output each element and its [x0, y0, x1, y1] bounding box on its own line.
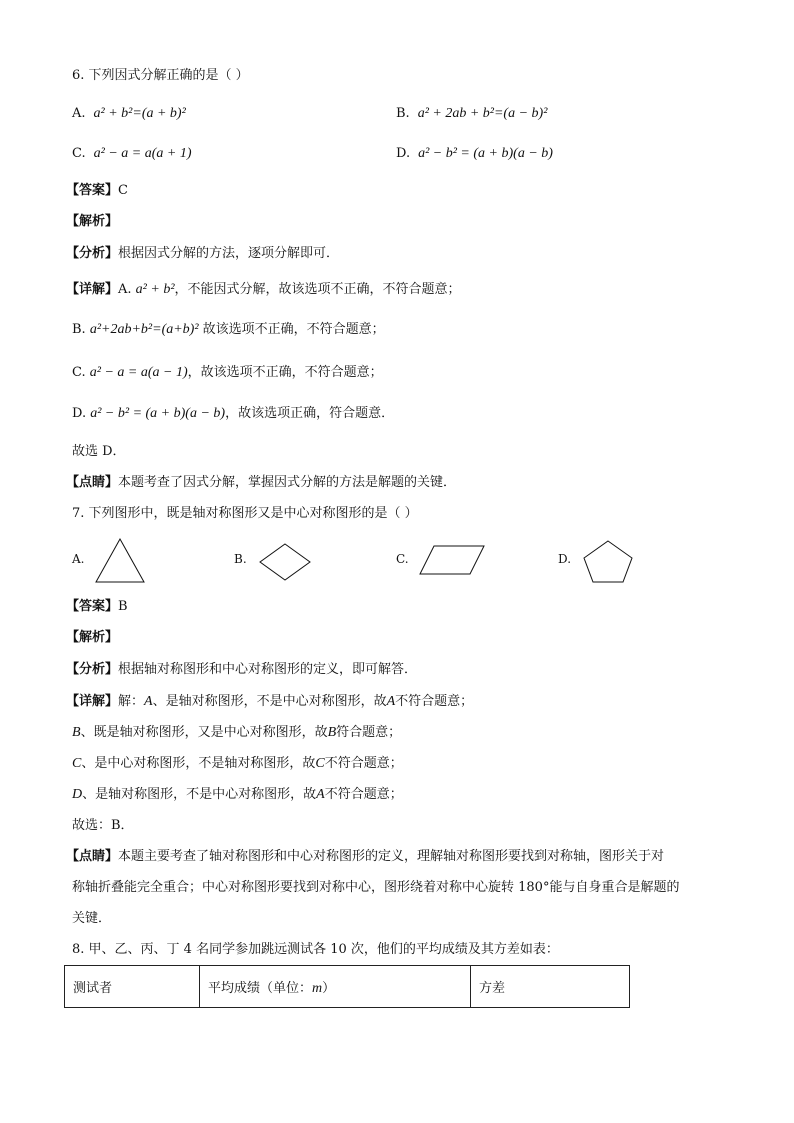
- q6-detail-a: [66, 280, 461, 300]
- fenxi-tag: 【分析】: [66, 246, 119, 261]
- option-expression: a² + 2ab + b²=(a − b)²: [417, 106, 548, 121]
- xiangjie-tag: 【详解】: [66, 694, 119, 709]
- q6-option-a: [72, 104, 186, 124]
- fenxi-text: 根据轴对称图形和中心对称图形的定义，即可解答．: [118, 662, 418, 677]
- option-label: B.: [234, 552, 247, 566]
- detail-end: 不符合题意；: [395, 694, 474, 709]
- detail-var: C: [315, 756, 325, 771]
- detail-end: 符合题意；: [336, 725, 402, 740]
- q6-detail-b: [72, 320, 385, 340]
- pentagon-shape: [580, 536, 640, 586]
- option-expression: a² − b² = (a + b)(a − b): [418, 146, 553, 161]
- rhombus-shape: [256, 536, 316, 586]
- detail-intro: 解：: [118, 694, 145, 709]
- q7-detail-a: [66, 692, 473, 712]
- option-label: D.: [558, 552, 572, 566]
- detail-var: B: [327, 725, 337, 740]
- detail-prefix: C.: [72, 365, 90, 380]
- q6-dianjing: [66, 473, 456, 493]
- detail-prefix: A.: [118, 282, 136, 297]
- triangle-shape: [94, 536, 154, 586]
- option-label: C.: [72, 146, 86, 161]
- q6-answer: [66, 181, 128, 201]
- q7-detail-b: [72, 723, 401, 743]
- detail-var: C: [72, 756, 82, 771]
- xiangjie-tag: 【详解】: [66, 282, 119, 297]
- q6-stem: 6. 下列因式分解正确的是（ ）: [72, 68, 249, 83]
- q7-option-a: [72, 536, 162, 586]
- q8-stem: 8. 甲、乙、丙、丁 4 名同学参加跳远测试各 10 次，他们的平均成绩及其方差如表：: [72, 942, 559, 957]
- dianjing-text: 本题主要考查了轴对称图形和中心对称图形的定义，理解轴对称图形要找到对称轴，图形关于对: [118, 849, 665, 864]
- detail-text: 、是中心对称图形，不是轴对称图形，故: [81, 756, 316, 771]
- q7-analysis-heading: [66, 628, 118, 648]
- detail-math: a²+2ab+b²=(a+b)²: [89, 322, 199, 337]
- header-unit: m: [312, 980, 323, 996]
- detail-var: A: [316, 787, 325, 802]
- option-label: A.: [72, 552, 85, 566]
- detail-var: D: [72, 787, 83, 802]
- answer-value: C: [118, 183, 128, 198]
- q6-option-b: [396, 104, 547, 124]
- q6-option-c: [72, 144, 192, 164]
- fenxi-tag: 【分析】: [66, 662, 119, 677]
- q6-choose: 故选 D．: [72, 444, 126, 459]
- table-header-cell: 方差: [471, 966, 630, 1008]
- header-text-end: ）: [322, 980, 336, 996]
- detail-text: 、既是轴对称图形，又是中心对称图形，故: [80, 725, 328, 740]
- table-header-cell: 测试者: [65, 966, 200, 1008]
- option-label: C.: [396, 552, 409, 566]
- answer-value: B: [118, 599, 128, 614]
- option-label: B.: [396, 106, 410, 121]
- table-row: [65, 966, 630, 1008]
- detail-text: 故该选项不正确，不符合题意；: [198, 322, 385, 337]
- q7-stem: 7. 下列图形中，既是轴对称图形又是中心对称图形的是（ ）: [72, 506, 418, 521]
- q7-option-d: [558, 536, 658, 586]
- option-expression: a² − a = a(a + 1): [93, 146, 192, 161]
- detail-end: 不符合题意；: [324, 787, 403, 802]
- dianjing-tag: 【点睛】: [66, 849, 119, 864]
- dianjing-text: 本题考查了因式分解，掌握因式分解的方法是解题的关键．: [118, 475, 457, 490]
- q7-dianjing-1: [66, 847, 664, 867]
- q6-detail-c: [72, 363, 383, 383]
- q7-answer: [66, 597, 128, 617]
- q7-option-c: [396, 536, 506, 586]
- q7-dianjing-2: 称轴折叠能完全重合；中心对称图形要找到对称中心，图形绕着对称中心旋转 180°能与自身重合是解题的: [72, 880, 680, 895]
- detail-end: 不符合题意；: [324, 756, 403, 771]
- detail-prefix: D.: [72, 406, 91, 421]
- detail-text: 、是轴对称图形，不是中心对称图形，故: [152, 694, 387, 709]
- q7-dianjing-3: 关键．: [72, 911, 112, 926]
- q7-fenxi: [66, 660, 417, 680]
- detail-text: ，故该选项不正确，不符合题意；: [187, 365, 383, 380]
- fenxi-text: 根据因式分解的方法，逐项分解即可．: [118, 246, 340, 261]
- q6-detail-d: [72, 404, 394, 424]
- analysis-tag: 【解析】: [66, 214, 119, 229]
- option-label: A.: [72, 106, 86, 121]
- parallelogram-shape: [418, 536, 488, 586]
- analysis-tag: 【解析】: [66, 630, 119, 645]
- q7-detail-d: [72, 785, 403, 805]
- detail-math: a² + b²: [135, 282, 175, 297]
- scores-table: [64, 965, 630, 1008]
- q6-option-d: [396, 144, 553, 164]
- option-expression: a² + b²=(a + b)²: [93, 106, 186, 121]
- detail-prefix: B.: [72, 322, 90, 337]
- detail-text: ，故该选项正确，符合题意．: [225, 406, 395, 421]
- detail-var: B: [72, 725, 81, 740]
- q7-detail-c: [72, 754, 403, 774]
- detail-text: 、是轴对称图形，不是中心对称图形，故: [82, 787, 317, 802]
- option-label: D.: [396, 146, 411, 161]
- answer-tag: 【答案】: [66, 599, 119, 614]
- answer-tag: 【答案】: [66, 183, 119, 198]
- detail-math: a² − a = a(a − 1): [89, 365, 188, 380]
- detail-var: A: [386, 694, 396, 709]
- q6-analysis-heading: [66, 212, 118, 232]
- header-text: 平均成绩（单位：: [208, 980, 313, 996]
- q6-fenxi: [66, 244, 339, 264]
- q7-option-b: [234, 536, 334, 586]
- q7-choose: 故选：B．: [72, 818, 134, 833]
- table-header-cell: [200, 966, 471, 1008]
- detail-var: A: [144, 694, 153, 709]
- detail-math: a² − b² = (a + b)(a − b): [90, 406, 226, 421]
- detail-text: ，不能因式分解，故该选项不正确，不符合题意；: [174, 282, 461, 297]
- dianjing-tag: 【点睛】: [66, 475, 119, 490]
